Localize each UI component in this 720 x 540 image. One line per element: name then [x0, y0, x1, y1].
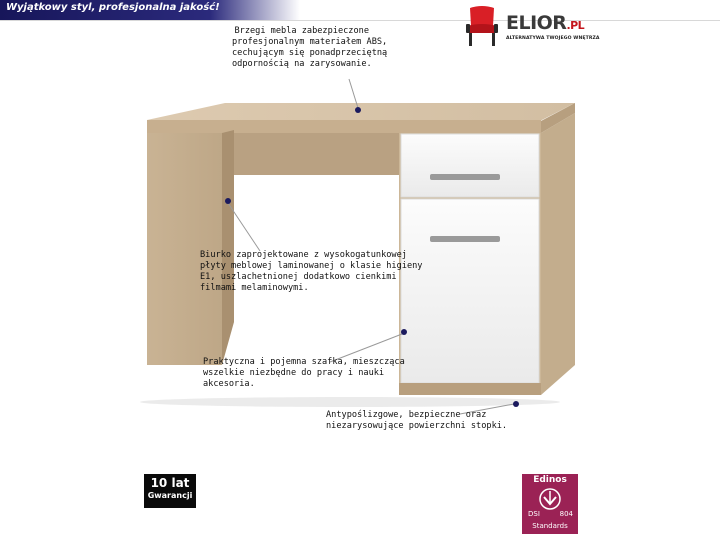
callout-board: Biurko zaprojektowane z wysokogatunkowej płyty meblowej laminowanej o klasie higieny E1, uszlachetnionej dodatkowo cienkimi filmami melaminowymi.: [200, 250, 423, 293]
logo-tagline: ALTERNATYWA TWOJEGO WNĘTRZA: [506, 36, 600, 41]
warranty-label: Gwarancji: [147, 491, 193, 500]
edinos-badge: [522, 474, 578, 534]
logo-wordmark: ELIOR.PL: [506, 12, 585, 34]
slogan-text: Wyjątkowy styl, profesjonalna jakość!: [6, 2, 220, 13]
warranty-badge: [144, 474, 196, 508]
edinos-dsi: DSI: [528, 510, 540, 518]
edinos-number: 804: [559, 510, 573, 518]
callout-edges: Brzegi mebla zabezpieczone profesjonalnym materiałem ABS, cechującym się ponadprzeciętną odpornością na zarysowanie.: [232, 26, 388, 69]
callout-feet: Antypoślizgowe, bezpieczne oraz niezarysowujące powierzchni stopki.: [326, 410, 508, 431]
edinos-title: Edinos: [533, 475, 567, 485]
warranty-years: 10 lat: [150, 476, 190, 490]
edinos-standards: Standards: [532, 522, 568, 530]
edinos-emblem-icon: [538, 487, 562, 511]
callout-cabinet: Praktyczna i pojemna szafka, mieszcząca wszelkie niezbędne do pracy i nauki akcesoria.: [203, 357, 405, 389]
